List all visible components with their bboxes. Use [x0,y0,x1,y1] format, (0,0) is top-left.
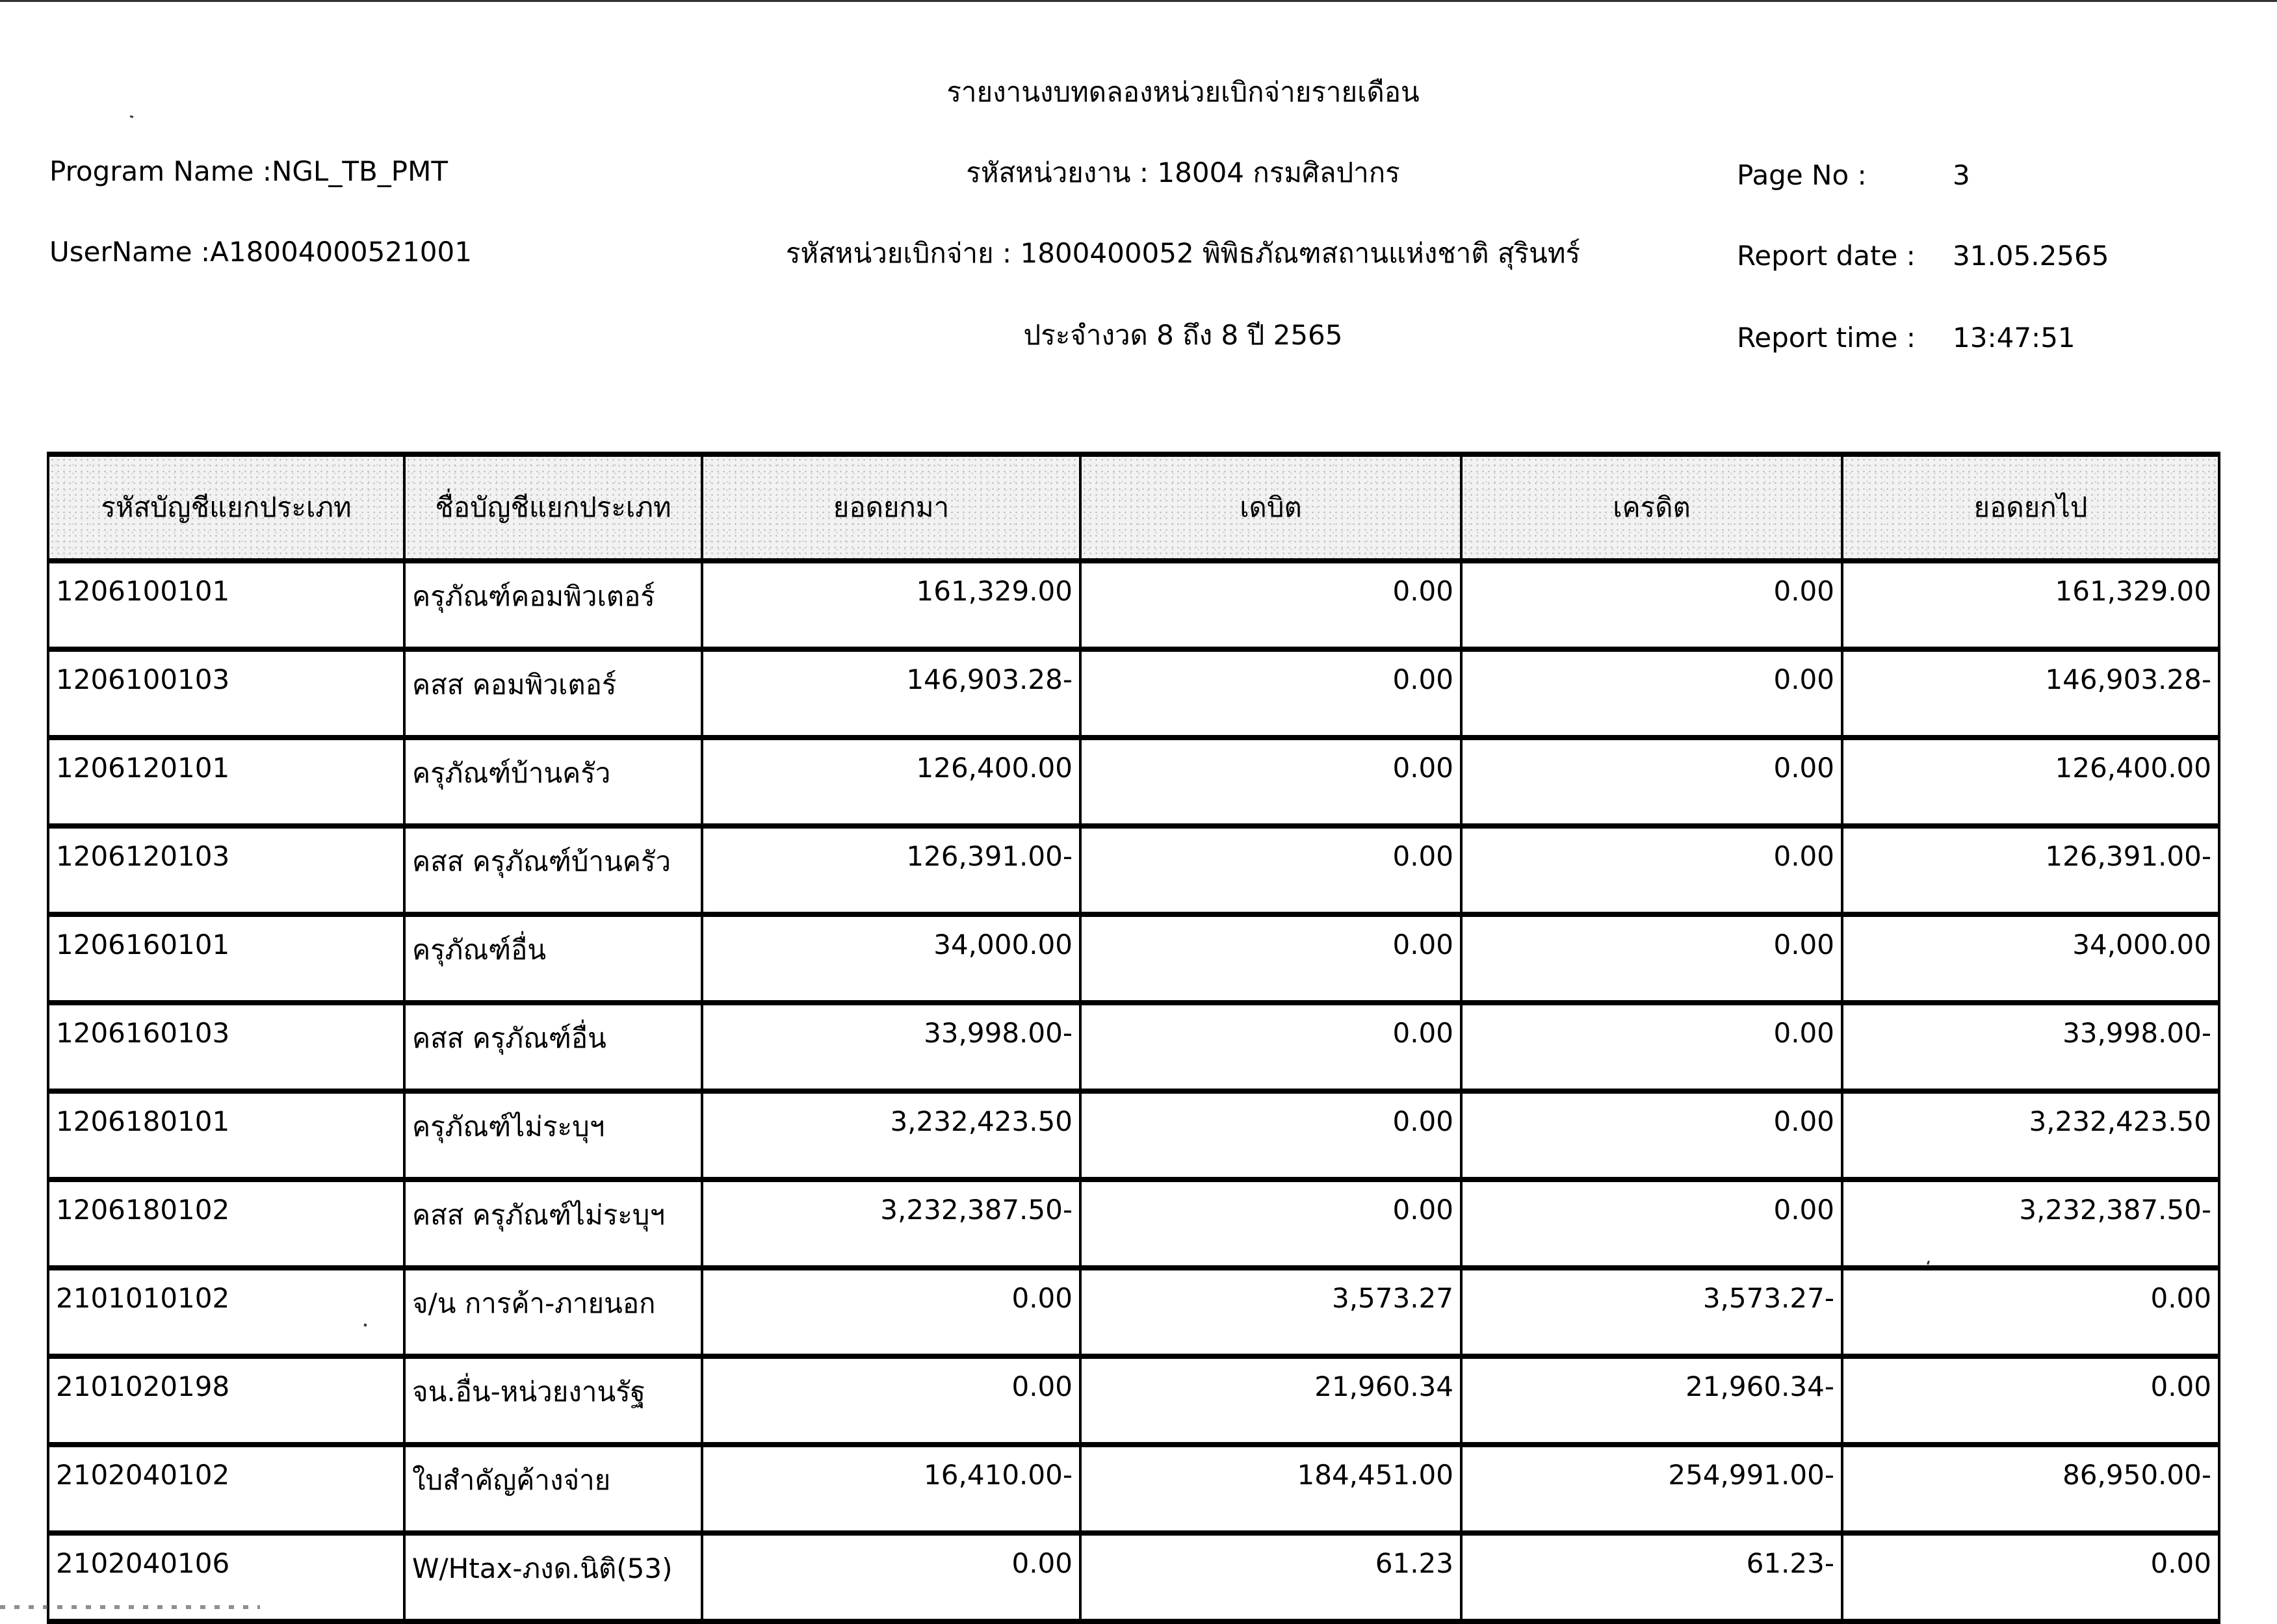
table-row [48,914,2219,1003]
opening-balance-cell: 0.00 [702,1533,1080,1621]
opening-balance-cell: 33,998.00- [702,1003,1080,1091]
debit-cell: 0.00 [1080,561,1461,649]
credit-cell: 61.23- [1461,1533,1842,1621]
closing-balance-cell: 0.00 [1842,1533,2219,1621]
credit-cell: 254,991.00- [1461,1445,1842,1533]
account-code-cell: 1206100103 [48,649,404,738]
program-name-label: Program Name : [49,155,272,187]
account-code-cell: 2101010102 [48,1268,404,1356]
agency-line: รหัสหน่วยงาน : 18004 กรมศิลปากร [966,157,1400,188]
account-code-cell: 2101020198 [48,1356,404,1445]
account-code-cell: 1206100101 [48,561,404,649]
program-name-value: NGL_TB_PMT [271,155,449,187]
report-time-label: Report time : [1737,322,1916,354]
table-header-row [48,454,2219,561]
credit-cell: 0.00 [1461,649,1842,738]
disbursing-unit-line: รหัสหน่วยเบิกจ่าย : 1800400052 พิพิธภัณฑสถานแห่งชาติ สุรินทร์ [785,237,1581,269]
page-top-edge [0,0,2277,2]
page-no-value: 3 [1953,159,1970,191]
account-name-cell: ใบสำคัญค้างจ่าย [404,1445,702,1533]
credit-cell: 0.00 [1461,1003,1842,1091]
closing-balance-cell: 3,232,423.50 [1842,1091,2219,1179]
column-header-opening-balance: ยอดยกมา [702,454,1080,561]
opening-balance-cell: 0.00 [702,1268,1080,1356]
account-name-cell: ครุภัณฑ์คอมพิวเตอร์ [404,561,702,649]
account-name-cell: จน.อื่น-หน่วยงานรัฐ [404,1356,702,1445]
debit-cell: 61.23 [1080,1533,1461,1621]
opening-balance-cell: 126,391.00- [702,826,1080,914]
account-code-cell: 2102040106 [48,1533,404,1621]
account-name-cell: คสส ครุภัณฑ์ไม่ระบุฯ [404,1179,702,1268]
debit-cell: 0.00 [1080,914,1461,1003]
page-no-label: Page No : [1737,159,1867,191]
table-row [48,1356,2219,1445]
account-code-cell: 1206160101 [48,914,404,1003]
credit-cell: 0.00 [1461,1091,1842,1179]
debit-cell: 0.00 [1080,826,1461,914]
debit-cell: 0.00 [1080,738,1461,826]
username-line [49,233,472,272]
account-name-cell: ครุภัณฑ์อื่น [404,914,702,1003]
closing-balance-cell: 161,329.00 [1842,561,2219,649]
opening-balance-cell: 34,000.00 [702,914,1080,1003]
opening-balance-cell: 146,903.28- [702,649,1080,738]
table-row [48,1533,2219,1621]
account-code-cell: 1206160103 [48,1003,404,1091]
scan-noise-strip [0,1605,260,1609]
credit-cell: 0.00 [1461,738,1842,826]
credit-cell: 0.00 [1461,914,1842,1003]
account-name-cell: W/Htax-ภงด.นิติ(53) [404,1533,702,1621]
debit-cell: 21,960.34 [1080,1356,1461,1445]
closing-balance-cell: 3,232,387.50- [1842,1179,2219,1268]
table-row [48,738,2219,826]
report-title: รายงานงบทดลองหน่วยเบิกจ่ายรายเดือน [946,76,1420,108]
program-name-line [49,152,448,191]
opening-balance-cell: 126,400.00 [702,738,1080,826]
username-label: UserName : [49,236,211,268]
closing-balance-cell: 33,998.00- [1842,1003,2219,1091]
account-name-cell: คสส ครุภัณฑ์บ้านครัว [404,826,702,914]
closing-balance-cell: 86,950.00- [1842,1445,2219,1533]
table-row [48,1003,2219,1091]
opening-balance-cell: 0.00 [702,1356,1080,1445]
table-row [48,649,2219,738]
closing-balance-cell: 146,903.28- [1842,649,2219,738]
credit-cell: 3,573.27- [1461,1268,1842,1356]
scan-speck [130,115,134,118]
account-code-cell: 1206120101 [48,738,404,826]
closing-balance-cell: 0.00 [1842,1268,2219,1356]
period-line: ประจำงวด 8 ถึง 8 ปี 2565 [1023,319,1343,351]
closing-balance-cell: 0.00 [1842,1356,2219,1445]
debit-cell: 0.00 [1080,649,1461,738]
credit-cell: 0.00 [1461,1179,1842,1268]
debit-cell: 0.00 [1080,1003,1461,1091]
table-row [48,1091,2219,1179]
table-row [48,561,2219,649]
report-date-label: Report date : [1737,240,1916,272]
account-code-cell: 1206180101 [48,1091,404,1179]
column-header-debit: เดบิต [1080,454,1461,561]
credit-cell: 0.00 [1461,561,1842,649]
report-date-value: 31.05.2565 [1953,240,2109,272]
column-header-account-name: ชื่อบัญชีแยกประเภท [404,454,702,561]
table-row [48,1445,2219,1533]
account-name-cell: ครุภัณฑ์บ้านครัว [404,738,702,826]
account-name-cell: คสส ครุภัณฑ์อื่น [404,1003,702,1091]
account-code-cell: 2102040102 [48,1445,404,1533]
debit-cell: 184,451.00 [1080,1445,1461,1533]
account-name-cell: ครุภัณฑ์ไม่ระบุฯ [404,1091,702,1179]
debit-cell: 3,573.27 [1080,1268,1461,1356]
opening-balance-cell: 16,410.00- [702,1445,1080,1533]
opening-balance-cell: 3,232,387.50- [702,1179,1080,1268]
closing-balance-cell: 126,400.00 [1842,738,2219,826]
column-header-credit: เครดิต [1461,454,1842,561]
trial-balance-table [47,452,2220,1624]
account-code-cell: 1206180102 [48,1179,404,1268]
debit-cell: 0.00 [1080,1091,1461,1179]
table-row [48,1179,2219,1268]
username-value: A18004000521001 [210,236,472,268]
account-name-cell: คสส คอมพิวเตอร์ [404,649,702,738]
account-code-cell: 1206120103 [48,826,404,914]
opening-balance-cell: 3,232,423.50 [702,1091,1080,1179]
credit-cell: 21,960.34- [1461,1356,1842,1445]
table-row [48,1268,2219,1356]
report-time-value: 13:47:51 [1953,322,2075,354]
table-row [48,826,2219,914]
credit-cell: 0.00 [1461,826,1842,914]
column-header-closing-balance: ยอดยกไป [1842,454,2219,561]
debit-cell: 0.00 [1080,1179,1461,1268]
column-header-account-code: รหัสบัญชีแยกประเภท [48,454,404,561]
closing-balance-cell: 126,391.00- [1842,826,2219,914]
account-name-cell: จ/น การค้า-ภายนอก [404,1268,702,1356]
closing-balance-cell: 34,000.00 [1842,914,2219,1003]
opening-balance-cell: 161,329.00 [702,561,1080,649]
